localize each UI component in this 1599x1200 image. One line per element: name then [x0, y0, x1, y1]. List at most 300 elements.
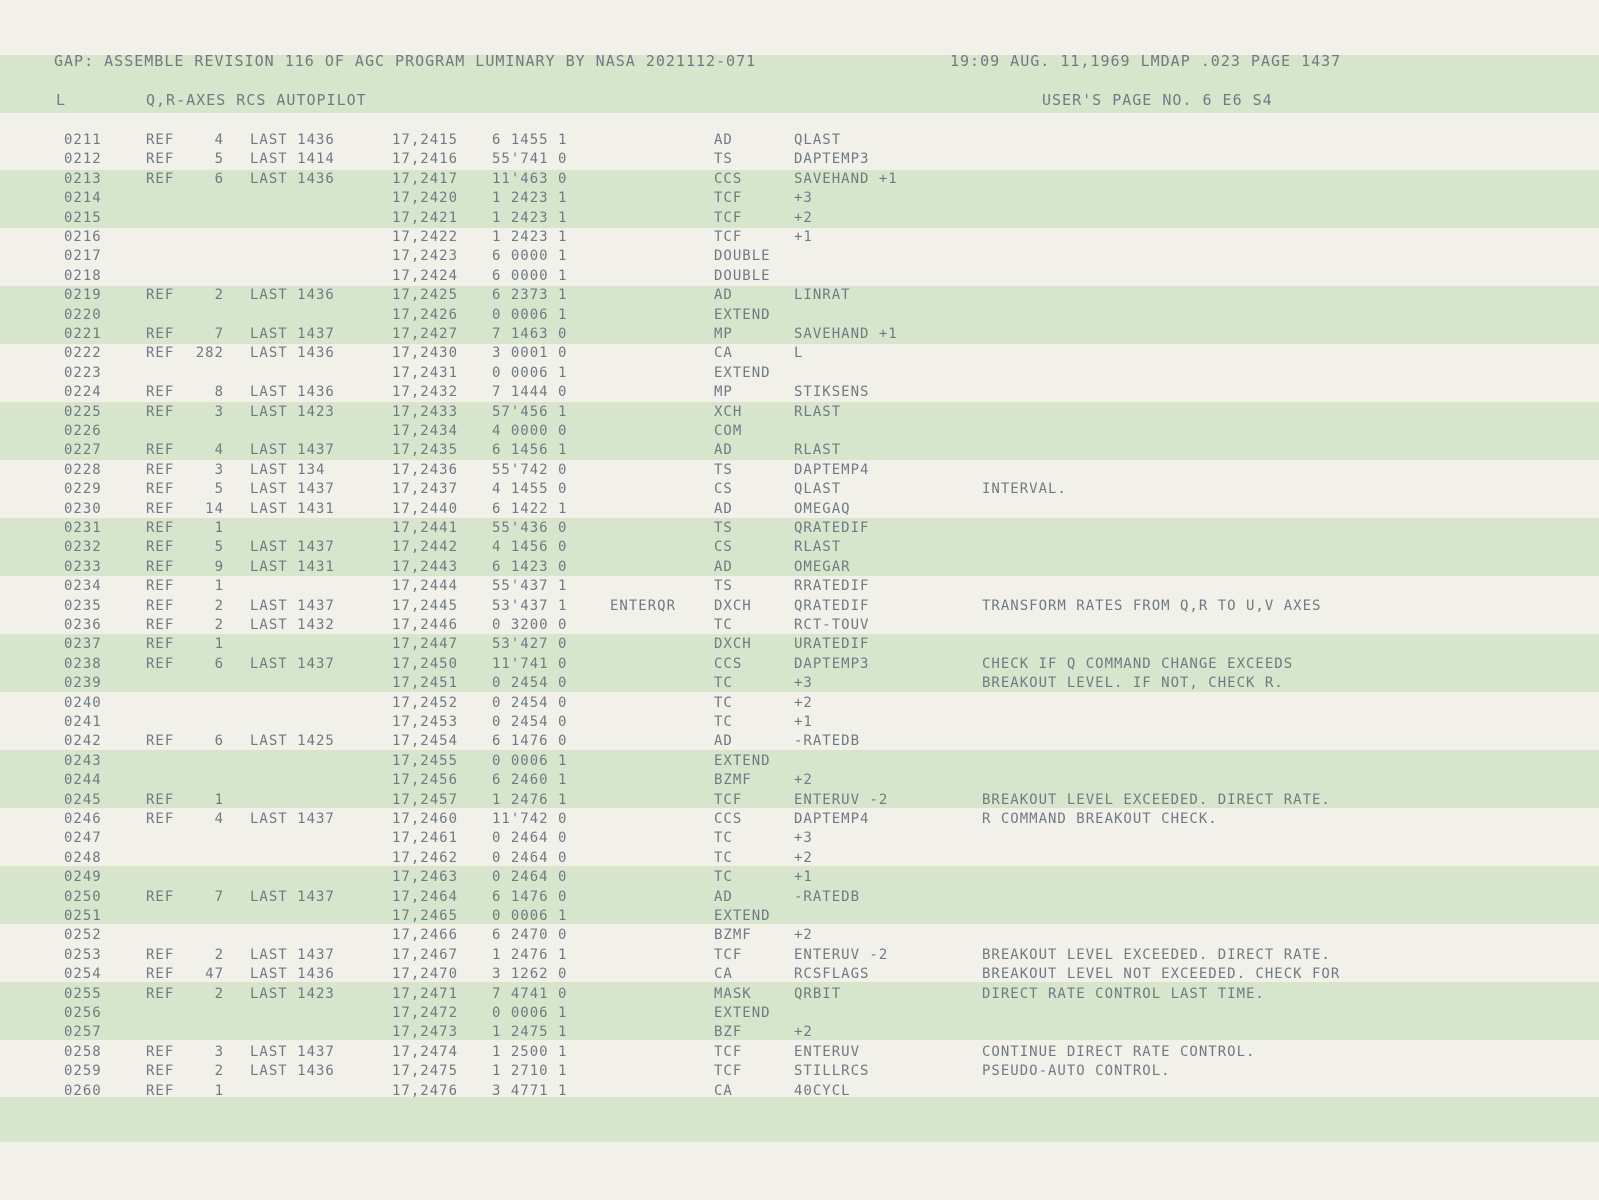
operand: RLAST — [794, 403, 842, 420]
ref-marker: REF — [146, 1063, 175, 1080]
ref-count: 3 — [214, 1043, 224, 1060]
comment: PSEUDO-AUTO CONTROL. — [982, 1063, 1171, 1080]
memory-address: 17,2433 — [392, 403, 459, 420]
comment: R COMMAND BREAKOUT CHECK. — [982, 811, 1218, 827]
memory-address: 17,2422 — [392, 229, 459, 245]
opcode: TCF — [714, 946, 743, 963]
last-ref-page: LAST 1431 — [250, 558, 335, 575]
line-number: 0215 — [64, 209, 102, 226]
last-ref-page: LAST 1431 — [250, 500, 335, 517]
octal-word: 0 2464 0 — [492, 830, 568, 847]
opcode: TC — [714, 869, 733, 886]
listing-row — [0, 246, 1599, 265]
ref-marker: REF — [146, 403, 175, 420]
listing-row — [0, 324, 1599, 343]
line-number: 0218 — [64, 267, 102, 284]
ref-marker: REF — [146, 1043, 175, 1060]
opcode: AD — [714, 442, 733, 459]
opcode: TCF — [714, 229, 743, 245]
listing-row — [0, 712, 1599, 731]
memory-address: 17,2446 — [392, 617, 459, 633]
opcode: TC — [714, 849, 733, 866]
comment: BREAKOUT LEVEL. IF NOT, CHECK R. — [982, 675, 1284, 692]
comment: DIRECT RATE CONTROL LAST TIME. — [982, 985, 1265, 1002]
opcode: TCF — [714, 1063, 743, 1080]
octal-word: 3 4771 1 — [492, 1082, 568, 1099]
ref-count: 4 — [214, 442, 224, 459]
opcode: CS — [714, 539, 733, 556]
operand: DAPTEMP3 — [794, 655, 870, 672]
operand: SAVEHAND +1 — [794, 170, 898, 187]
last-ref-page: LAST 1436 — [250, 966, 335, 983]
line-number: 0240 — [64, 694, 102, 711]
operand: RLAST — [794, 442, 842, 459]
listing-row — [0, 518, 1599, 537]
line-number: 0247 — [64, 830, 102, 847]
operand: OMEGAQ — [794, 500, 851, 517]
ref-count: 1 — [214, 520, 224, 536]
octal-word: 4 1455 0 — [492, 481, 568, 498]
memory-address: 17,2455 — [392, 752, 459, 769]
line-number: 0254 — [64, 966, 102, 983]
listing-row — [0, 906, 1599, 925]
listing-row — [0, 731, 1599, 750]
header-title: GAP: ASSEMBLE REVISION 116 OF AGC PROGRAM LUMINARY BY NASA 2021112-071 — [54, 52, 757, 70]
listing-row — [0, 130, 1599, 149]
ref-count: 1 — [214, 636, 224, 653]
listing-row — [0, 440, 1599, 459]
operand: QRBIT — [794, 985, 842, 1002]
ref-count: 282 — [195, 345, 224, 362]
line-number: 0248 — [64, 849, 102, 866]
memory-address: 17,2416 — [392, 151, 459, 168]
comment: CHECK IF Q COMMAND CHANGE EXCEEDS — [982, 655, 1294, 672]
listing-row — [0, 402, 1599, 421]
ref-marker: REF — [146, 384, 175, 401]
opcode: CCS — [714, 655, 743, 672]
memory-address: 17,2436 — [392, 461, 459, 478]
operand: QLAST — [794, 132, 842, 148]
comment: BREAKOUT LEVEL NOT EXCEEDED. CHECK FOR — [982, 966, 1341, 983]
memory-address: 17,2464 — [392, 888, 459, 905]
comment: INTERVAL. — [982, 481, 1067, 498]
listing-row — [0, 634, 1599, 653]
listing-row — [0, 460, 1599, 479]
line-number: 0222 — [64, 345, 102, 362]
line-number: 0258 — [64, 1043, 102, 1060]
listing-row — [0, 305, 1599, 324]
octal-word: 1 2500 1 — [492, 1043, 568, 1060]
opcode: TCF — [714, 791, 743, 808]
opcode: AD — [714, 888, 733, 905]
operand: ENTERUV -2 — [794, 791, 889, 808]
operand: +1 — [794, 714, 813, 730]
octal-word: 0 2464 0 — [492, 869, 568, 886]
operand: DAPTEMP4 — [794, 811, 870, 827]
memory-address: 17,2475 — [392, 1063, 459, 1080]
line-number: 0251 — [64, 908, 102, 924]
octal-word: 6 1476 0 — [492, 733, 568, 750]
opcode: TC — [714, 617, 733, 633]
operand: +2 — [794, 849, 813, 866]
line-number: 0227 — [64, 442, 102, 459]
ref-marker: REF — [146, 558, 175, 575]
opcode: CCS — [714, 170, 743, 187]
last-ref-page: LAST 1436 — [250, 384, 335, 401]
ref-marker: REF — [146, 791, 175, 808]
listing-row — [0, 169, 1599, 188]
octal-word: 6 0000 1 — [492, 267, 568, 284]
opcode: EXTEND — [714, 752, 771, 769]
ref-marker: REF — [146, 888, 175, 905]
ref-marker: REF — [146, 597, 175, 614]
operand: RLAST — [794, 539, 842, 556]
last-ref-page: LAST 1436 — [250, 287, 335, 304]
ref-marker: REF — [146, 655, 175, 672]
last-ref-page: LAST 1437 — [250, 655, 335, 672]
listing-row — [0, 848, 1599, 867]
ref-count: 2 — [214, 597, 224, 614]
octal-word: 6 1422 1 — [492, 500, 568, 517]
operand: OMEGAR — [794, 558, 851, 575]
ref-count: 7 — [214, 326, 224, 342]
octal-word: 0 0006 1 — [492, 1005, 568, 1021]
listing-row — [0, 925, 1599, 944]
octal-word: 1 2475 1 — [492, 1024, 568, 1041]
octal-word: 1 2710 1 — [492, 1063, 568, 1080]
ref-marker: REF — [146, 481, 175, 498]
last-ref-page: LAST 1437 — [250, 597, 335, 614]
ref-count: 6 — [214, 655, 224, 672]
memory-address: 17,2440 — [392, 500, 459, 517]
last-ref-page: LAST 1436 — [250, 132, 335, 148]
memory-address: 17,2451 — [392, 675, 459, 692]
octal-word: 57'456 1 — [492, 403, 568, 420]
memory-address: 17,2431 — [392, 364, 459, 381]
opcode: MP — [714, 326, 733, 342]
listing-row — [0, 1042, 1599, 1061]
opcode: MP — [714, 384, 733, 401]
listing-row — [0, 693, 1599, 712]
octal-word: 6 1455 1 — [492, 132, 568, 148]
octal-word: 4 0000 0 — [492, 423, 568, 439]
memory-address: 17,2425 — [392, 287, 459, 304]
line-number: 0242 — [64, 733, 102, 750]
octal-word: 1 2423 1 — [492, 190, 568, 207]
operand: STILLRCS — [794, 1063, 870, 1080]
ref-marker: REF — [146, 326, 175, 342]
octal-word: 11'741 0 — [492, 655, 568, 672]
ref-count: 3 — [214, 461, 224, 478]
listing-row — [0, 382, 1599, 401]
line-number: 0259 — [64, 1063, 102, 1080]
listing-row — [0, 208, 1599, 227]
ref-marker: REF — [146, 500, 175, 517]
listing-row — [0, 285, 1599, 304]
listing-row — [0, 188, 1599, 207]
memory-address: 17,2424 — [392, 267, 459, 284]
ref-count: 2 — [214, 985, 224, 1002]
memory-address: 17,2454 — [392, 733, 459, 750]
opcode: BZF — [714, 1024, 743, 1041]
opcode: TS — [714, 520, 733, 536]
operand: ENTERUV — [794, 1043, 861, 1060]
octal-word: 3 0001 0 — [492, 345, 568, 362]
last-ref-page: LAST 1432 — [250, 617, 335, 633]
last-ref-page: LAST 1425 — [250, 733, 335, 750]
ref-marker: REF — [146, 636, 175, 653]
opcode: AD — [714, 287, 733, 304]
memory-address: 17,2471 — [392, 985, 459, 1002]
opcode: DOUBLE — [714, 267, 771, 284]
listing-row — [0, 576, 1599, 595]
line-number: 0250 — [64, 888, 102, 905]
opcode: TCF — [714, 1043, 743, 1060]
last-ref-page: LAST 1436 — [250, 170, 335, 187]
operand: DAPTEMP3 — [794, 151, 870, 168]
operand: +3 — [794, 675, 813, 692]
last-ref-page: LAST 1437 — [250, 481, 335, 498]
listing-row — [0, 596, 1599, 615]
ref-marker: REF — [146, 151, 175, 168]
ref-count: 4 — [214, 811, 224, 827]
opcode: BZMF — [714, 772, 752, 789]
octal-word: 55'742 0 — [492, 461, 568, 478]
octal-word: 6 2373 1 — [492, 287, 568, 304]
last-ref-page: LAST 1437 — [250, 1043, 335, 1060]
opcode: DXCH — [714, 597, 752, 614]
last-ref-page: LAST 1437 — [250, 946, 335, 963]
opcode: TS — [714, 461, 733, 478]
ref-count: 2 — [214, 617, 224, 633]
ref-marker: REF — [146, 287, 175, 304]
opcode: TS — [714, 578, 733, 595]
listing-row — [0, 557, 1599, 576]
listing-row — [0, 673, 1599, 692]
memory-address: 17,2421 — [392, 209, 459, 226]
line-number: 0214 — [64, 190, 102, 207]
listing-row — [0, 363, 1599, 382]
memory-address: 17,2427 — [392, 326, 459, 342]
line-number: 0252 — [64, 927, 102, 944]
ref-marker: REF — [146, 966, 175, 983]
listing-row — [0, 1022, 1599, 1041]
line-number: 0223 — [64, 364, 102, 381]
memory-address: 17,2473 — [392, 1024, 459, 1041]
memory-address: 17,2420 — [392, 190, 459, 207]
operand: -RATEDB — [794, 733, 861, 750]
operand: RRATEDIF — [794, 578, 870, 595]
memory-address: 17,2432 — [392, 384, 459, 401]
octal-word: 3 1262 0 — [492, 966, 568, 983]
memory-address: 17,2453 — [392, 714, 459, 730]
user-page-number: USER'S PAGE NO. 6 E6 S4 — [1042, 91, 1273, 109]
line-number: 0236 — [64, 617, 102, 633]
line-number: 0234 — [64, 578, 102, 595]
ref-count: 5 — [214, 539, 224, 556]
ref-marker: REF — [146, 811, 175, 827]
listing-row — [0, 654, 1599, 673]
octal-word: 53'437 1 — [492, 597, 568, 614]
line-number: 0211 — [64, 132, 102, 148]
ref-marker: REF — [146, 345, 175, 362]
ref-count: 9 — [214, 558, 224, 575]
line-number: 0253 — [64, 946, 102, 963]
opcode: AD — [714, 500, 733, 517]
memory-address: 17,2434 — [392, 423, 459, 439]
octal-word: 0 0006 1 — [492, 752, 568, 769]
octal-word: 1 2423 1 — [492, 209, 568, 226]
operand: +2 — [794, 209, 813, 226]
ref-marker: REF — [146, 985, 175, 1002]
listing-row — [0, 537, 1599, 556]
octal-word: 6 2460 1 — [492, 772, 568, 789]
memory-address: 17,2467 — [392, 946, 459, 963]
memory-address: 17,2417 — [392, 170, 459, 187]
ref-count: 4 — [214, 132, 224, 148]
line-number: 0225 — [64, 403, 102, 420]
ref-marker: REF — [146, 1082, 175, 1099]
ref-marker: REF — [146, 617, 175, 633]
operand: +2 — [794, 772, 813, 789]
operand: SAVEHAND +1 — [794, 326, 898, 342]
octal-word: 6 2470 0 — [492, 927, 568, 944]
line-number: 0235 — [64, 597, 102, 614]
last-ref-page: LAST 1423 — [250, 985, 335, 1002]
opcode: DXCH — [714, 636, 752, 653]
opcode: EXTEND — [714, 306, 771, 323]
last-ref-page: LAST 1437 — [250, 539, 335, 556]
octal-word: 1 2423 1 — [492, 229, 568, 245]
octal-word: 0 0006 1 — [492, 908, 568, 924]
ref-count: 6 — [214, 170, 224, 187]
octal-word: 6 0000 1 — [492, 248, 568, 265]
listing-row — [0, 984, 1599, 1003]
ref-count: 5 — [214, 151, 224, 168]
comment: BREAKOUT LEVEL EXCEEDED. DIRECT RATE. — [982, 791, 1331, 808]
memory-address: 17,2437 — [392, 481, 459, 498]
ref-count: 2 — [214, 1063, 224, 1080]
opcode: BZMF — [714, 927, 752, 944]
operand: +1 — [794, 229, 813, 245]
memory-address: 17,2441 — [392, 520, 459, 536]
opcode: CA — [714, 1082, 733, 1099]
listing-row — [0, 149, 1599, 168]
operand: URATEDIF — [794, 636, 870, 653]
line-number: 0221 — [64, 326, 102, 342]
octal-word: 0 2464 0 — [492, 849, 568, 866]
listing-row — [0, 828, 1599, 847]
line-number: 0220 — [64, 306, 102, 323]
line-number: 0213 — [64, 170, 102, 187]
memory-address: 17,2472 — [392, 1005, 459, 1021]
operand: RCT-TOUV — [794, 617, 870, 633]
octal-word: 0 0006 1 — [492, 306, 568, 323]
statement-label: ENTERQR — [610, 597, 677, 614]
line-number: 0244 — [64, 772, 102, 789]
listing-row — [0, 343, 1599, 362]
line-number: 0257 — [64, 1024, 102, 1041]
listing-row — [0, 421, 1599, 440]
line-number: 0241 — [64, 714, 102, 730]
memory-address: 17,2461 — [392, 830, 459, 847]
octal-word: 0 0006 1 — [492, 364, 568, 381]
memory-address: 17,2450 — [392, 655, 459, 672]
ref-count: 1 — [214, 578, 224, 595]
operand: +2 — [794, 927, 813, 944]
memory-address: 17,2426 — [392, 306, 459, 323]
ref-count: 5 — [214, 481, 224, 498]
ref-marker: REF — [146, 170, 175, 187]
memory-address: 17,2415 — [392, 132, 459, 148]
listing-row — [0, 964, 1599, 983]
memory-address: 17,2430 — [392, 345, 459, 362]
ref-marker: REF — [146, 132, 175, 148]
opcode: TC — [714, 714, 733, 730]
listing-row — [0, 499, 1599, 518]
line-number: 0232 — [64, 539, 102, 556]
operand: +1 — [794, 869, 813, 886]
opcode: CCS — [714, 811, 743, 827]
operand: +2 — [794, 694, 813, 711]
ref-count: 2 — [214, 287, 224, 304]
ref-count: 2 — [214, 946, 224, 963]
opcode: XCH — [714, 403, 743, 420]
octal-word: 55'436 0 — [492, 520, 568, 536]
listing-row — [0, 266, 1599, 285]
listing-row — [0, 227, 1599, 246]
octal-word: 55'437 1 — [492, 578, 568, 595]
last-ref-page: LAST 1436 — [250, 345, 335, 362]
ref-count: 14 — [205, 500, 224, 517]
octal-word: 1 2476 1 — [492, 791, 568, 808]
octal-word: 0 3200 0 — [492, 617, 568, 633]
line-number: 0229 — [64, 481, 102, 498]
operand: L — [794, 345, 804, 362]
memory-address: 17,2470 — [392, 966, 459, 983]
ref-marker: REF — [146, 733, 175, 750]
ref-count: 8 — [214, 384, 224, 401]
opcode: TCF — [714, 190, 743, 207]
ref-count: 7 — [214, 888, 224, 905]
line-number: 0243 — [64, 752, 102, 769]
opcode: MASK — [714, 985, 752, 1002]
listing-row — [0, 790, 1599, 809]
operand: DAPTEMP4 — [794, 461, 870, 478]
octal-word: 0 2454 0 — [492, 675, 568, 692]
octal-word: 0 2454 0 — [492, 714, 568, 730]
octal-word: 11'463 0 — [492, 170, 568, 187]
line-number: 0256 — [64, 1005, 102, 1021]
memory-address: 17,2474 — [392, 1043, 459, 1060]
opcode: CA — [714, 966, 733, 983]
ref-count: 1 — [214, 1082, 224, 1099]
opcode: CS — [714, 481, 733, 498]
opcode: TCF — [714, 209, 743, 226]
operand: QRATEDIF — [794, 597, 870, 614]
operand: +3 — [794, 190, 813, 207]
ref-marker: REF — [146, 442, 175, 459]
line-number: 0249 — [64, 869, 102, 886]
ref-count: 1 — [214, 791, 224, 808]
octal-word: 0 2454 0 — [492, 694, 568, 711]
ref-marker: REF — [146, 539, 175, 556]
line-number: 0246 — [64, 811, 102, 827]
line-number: 0228 — [64, 461, 102, 478]
line-number: 0239 — [64, 675, 102, 692]
memory-address: 17,2460 — [392, 811, 459, 827]
octal-word: 7 4741 0 — [492, 985, 568, 1002]
